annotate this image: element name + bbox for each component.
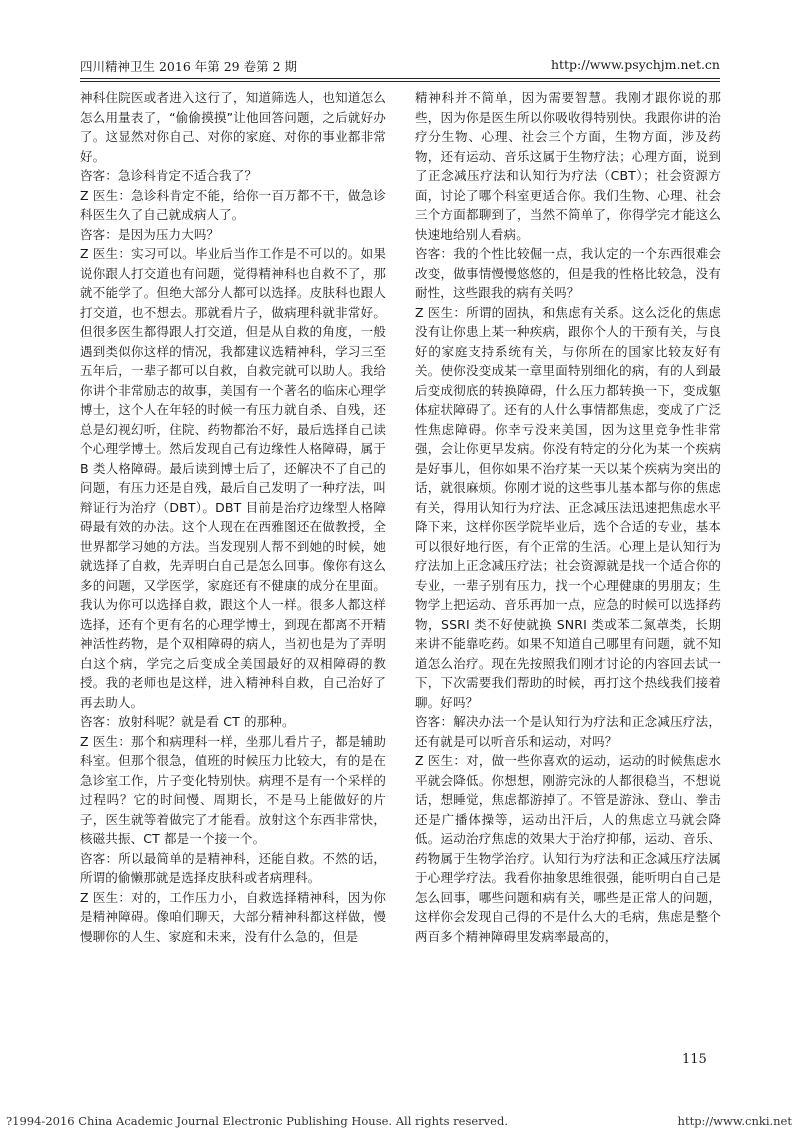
paragraph: Z 医生：对，做一些你喜欢的运动，运动的时候焦虑水平就会降低。你想想，刚游完泳的人都很稳当，不想说话，想睡觉，焦虑都游掉了。不管是游泳、登山、拳击还是广播体操等，运动出汗后，人的焦虑立马就会降低。运动治疗焦虑的效果大于治疗抑郁，运动、音乐、药物属于生物学治疗。认知行为疗法和正念减压疗法属于心理学疗法。我看你抽象思维很强，能听明白自己是怎么回事，哪些问题和病有关，哪些是正常人的问题，这样你会发现自己得的不是什么大的毛病，焦虑是整个两百多个精神障碍里发病率最高的，	[415, 753, 721, 944]
paragraph: Z 医生：那个和病理科一样，坐那儿看片子，都是辅助科室。但那个很急，值班的时候压力比较大，有的是在急诊室工作，片子变化特别快。病理不是有一个采样的过程吗？它的时间慢、周期长，不是马上能做好的片子，医生就等着做完了才能看。放射这个东西非常快，核磁共振、CT 都是一个接一个。	[80, 733, 386, 846]
right-column	[415, 88, 721, 946]
paragraph: Z 医生：对的，工作压力小，自救选择精神科，因为你是精神障碍。像咱们聊天，大部分精神科都这样做，慢慢聊你的人生、家庭和未来，没有什么急的，但是	[80, 889, 386, 944]
paragraph: 咨客：我的个性比较倔一点，我认定的一个东西很难会改变，做事情慢慢悠悠的，但是我的性格比较急，没有耐性，这些跟我的病有关吗？	[415, 246, 721, 300]
paragraph: Z 医生：急诊科肯定不能，给你一百万都不干，做急诊科医生久了自己就成病人了。	[80, 187, 386, 222]
paragraph: Z 医生：实习可以。毕业后当作工作是不可以的。如果说你跟人打交道也有问题，觉得精神科也自救不了，那就不能学了。但绝大部分人都可以选择。皮肤科也跟人打交道，也不想去。那就看片子，做病理科就非常好。但很多医生都得跟人打交道，但是从自救的角度，一般遇到类似你这样的情况，我都建议选精神科，学习三至五年后，一辈子都可以自救，自救完就可以助人。我给你讲个非常励志的故事，美国有一个著名的临床心理学博士，这个人在年轻的时候一有压力就自杀、自残，还总是幻视幻听，住院、药物都治不好，最后选择自己读个心理学博士。然后发现自己有边缘性人格障碍，属于 B 类人格障碍。最后读到博士后了，还解决不了自己的问题，有压力还是自残，最后自己发明了一种疗法，叫辩证行为治疗（DBT）。DBT 目前是治疗边缘型人格障碍最有效的办法。这个人现在在西雅图还在做教授，全世界都学习她的方法。当发现别人帮不到她的时候，她就选择了自救，先弄明白自己是怎么回事。像你有这么多的问题，又学医学，家庭还有不健康的成分在里面。我认为你可以选择自救，跟这个人一样。很多人都这样选择，还有个更有名的心理学博士，到现在都离不开精神活性药物，是个双相障碍的病人，当初也是为了弄明白这个病，学完之后变成全美国最好的双相障碍的教授。我的老师也是这样，进入精神科自救，自己治好了再去助人。	[80, 246, 386, 710]
journal-issue: 四川精神卫生 2016 年第 29 卷第 2 期	[80, 59, 298, 74]
left-column	[80, 88, 386, 946]
header-rule-thick	[80, 78, 720, 79]
page-number: 115	[682, 1052, 707, 1067]
paragraph: 神科住院医或者进入这行了，知道筛选人，也知道怎么怎么用量表了，“偷偷摸摸”让他回答问题，之后就好办了。这显然对你自己、对你的家庭、对你的事业都非常好。	[80, 90, 386, 164]
paragraph: 精神科并不简单，因为需要智慧。我刚才跟你说的那些，因为你是医生所以你吸收得特别快。我跟你讲的治疗分生物、心理、社会三个方面，生物方面，涉及药物，还有运动、音乐这属于生物疗法；心理方面，说到了正念减压疗法和认知行为疗法（CBT）；社会资源方面，讨论了哪个科室更适合你。我们生物、心理、社会三个方面都聊到了，当然不简单了，你得学完才能这么快速地给别人看病。	[415, 90, 721, 242]
copyright-notice: ?1994-2016 China Academic Journal Electronic Publishing House. All rights reserved.	[6, 1114, 508, 1128]
paragraph: 咨客：急诊科肯定不适合我了？	[80, 168, 258, 183]
footer-url[interactable]: http://www.cnki.net	[677, 1114, 792, 1128]
header-rule-thin	[80, 81, 720, 82]
paragraph: 咨客：所以最简单的是精神科，还能自救。不然的话，所谓的偷懒那就是选择皮肤科或者病理科。	[80, 850, 386, 885]
paragraph: 咨客：放射科呢？就是看 CT 的那种。	[80, 714, 295, 729]
journal-url[interactable]: http://www.psychjm.net.cn	[550, 57, 720, 72]
paragraph: 咨客：是因为压力大吗？	[80, 226, 220, 242]
paragraph: Z 医生：所谓的固执，和焦虑有关系。这么泛化的焦虑没有让你患上某一种疾病，跟你个人的干预有关，与良好的家庭支持系统有关，与你所在的国家比较友好有关。使你没变成某一章里面特别细化的病，有的人到最后变成彻底的转换障碍，什么压力都转换一下，变成躯体症状障碍了。还有的人什么事情都焦虑，变成了广泛性焦虑障碍。你幸亏没来美国，因为这里竞争性非常强，会让你更早发病。你没有特定的分化为某一个疾病是好事儿，但你如果不治疗某一天以某个疾病为突出的话，就很麻烦。你刚才说的这些事儿基本都与你的焦虑有关，得用认知行为疗法、正念减压法迅速把焦虑水平降下来，这样你医学院毕业后，选个合适的专业，基本可以很好地行医，有个正常的生活。心理上是认知行为疗法加上正念减压疗法；社会资源就是找一个适合你的专业，一辈子别有压力，找一个心理健康的男朋友；生物学上把运动、音乐再加一点，应急的时候可以选择药物，SSRI 类不好使就换 SNRI 类或苯二氮䓬类，长期来讲不能靠吃药。如果不知道自己哪里有问题，就不知道怎么治疗。现在先按照我们刚才讨论的内容回去试一下，下次需要我们帮助的时候，再打这个热线我们接着聊。好吗？	[415, 304, 721, 710]
paragraph: 咨客：解决办法一个是认知行为疗法和正念减压疗法，还有就是可以听音乐和运动，对吗？	[415, 714, 721, 749]
